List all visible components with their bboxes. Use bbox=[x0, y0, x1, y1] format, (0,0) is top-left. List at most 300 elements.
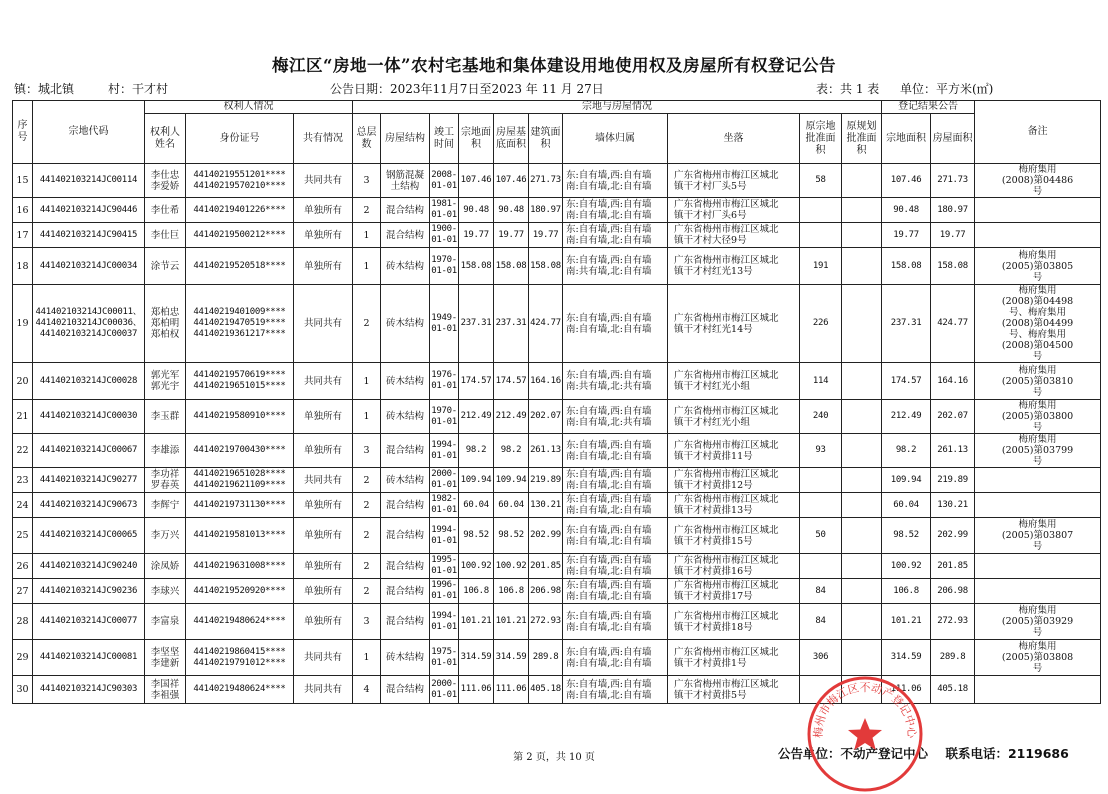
table-count: 表：共 1 表 bbox=[816, 82, 880, 96]
cell-parcel-code-line: 441402103214JC90277 bbox=[39, 474, 138, 485]
official-seal bbox=[800, 664, 930, 794]
cell-result-house: 180.97 bbox=[931, 198, 975, 223]
cell-plan-approved bbox=[842, 400, 882, 434]
cell-build-area: 202.99 bbox=[529, 518, 563, 554]
cell-id-line: 44140219651015**** bbox=[193, 381, 286, 391]
cell-completed bbox=[430, 640, 459, 676]
cell-id bbox=[186, 434, 294, 468]
cell-id-line: 44140219621109**** bbox=[193, 480, 286, 490]
cell-base-area: 106.8 bbox=[494, 579, 529, 604]
cell-completed bbox=[430, 223, 459, 248]
cell-holder-line: 李万兴 bbox=[150, 530, 180, 541]
star-icon bbox=[848, 718, 882, 750]
cell-parcel-code bbox=[33, 400, 145, 434]
cell-remark bbox=[975, 285, 1101, 363]
cell-parcel-code-line: 441402103214JC00030 bbox=[39, 411, 138, 421]
table-header bbox=[13, 101, 1101, 164]
cell-base-area: 90.48 bbox=[494, 198, 529, 223]
unit-label: 单位：平方米(㎡) bbox=[900, 82, 994, 96]
cell-holder bbox=[145, 640, 186, 676]
table-row bbox=[13, 676, 1101, 704]
cell-remark-line: 号 bbox=[1032, 186, 1043, 197]
cell-wall-line: 南:自有墙,北:自有墙 bbox=[566, 505, 652, 516]
cell-holder-line: 李富泉 bbox=[150, 616, 180, 627]
cell-remark-line: (2005)第03810 bbox=[1001, 375, 1074, 387]
cell-seq: 22 bbox=[13, 434, 33, 468]
cell-completed bbox=[430, 518, 459, 554]
cell-wall-line: 东:自有墙,西:自有墙 bbox=[566, 524, 652, 536]
cell-wall bbox=[563, 400, 668, 434]
cell-completed bbox=[430, 579, 459, 604]
cell-seq: 21 bbox=[13, 400, 33, 434]
header-land-area: 宗地面积 bbox=[459, 114, 494, 164]
cell-holder-line: 李国祥 bbox=[150, 678, 180, 690]
cell-plan-approved bbox=[842, 363, 882, 400]
cell-remark-line: (2008)第04486 bbox=[1001, 175, 1074, 186]
cell-structure: 砖木结构 bbox=[381, 468, 430, 493]
cell-parcel-code-line: 441402103214JC00067 bbox=[39, 445, 138, 455]
cell-wall-line: 东:自有墙,西:自有墙 bbox=[566, 494, 652, 505]
cell-structure: 砖木结构 bbox=[381, 400, 430, 434]
cell-result-house: 201.85 bbox=[931, 554, 975, 579]
cell-wall bbox=[563, 248, 668, 285]
header-result-group: 登记结果公告 bbox=[882, 101, 975, 114]
cell-result-land: 111.06 bbox=[882, 676, 931, 704]
cell-orig-approved bbox=[800, 223, 842, 248]
cell-parcel-code bbox=[33, 248, 145, 285]
cell-completed bbox=[430, 676, 459, 704]
cell-wall-line: 东:自有墙,西:自有墙 bbox=[566, 610, 652, 622]
cell-base-area: 107.46 bbox=[494, 164, 529, 198]
cell-wall-line: 南:自有墙,北:自有墙 bbox=[566, 689, 652, 701]
cell-id-line: 44140219551201**** bbox=[193, 169, 286, 180]
cell-location-line: 镇干才村黄排18号 bbox=[674, 621, 753, 633]
cell-id bbox=[186, 518, 294, 554]
cell-floors: 1 bbox=[353, 400, 381, 434]
cell-holder bbox=[145, 434, 186, 468]
cell-holder-line: 李仕忠 bbox=[150, 169, 180, 181]
cell-id bbox=[186, 164, 294, 198]
cell-holder bbox=[145, 285, 186, 363]
cell-remark-line: 号 bbox=[1032, 663, 1043, 674]
cell-wall-line: 南:自有墙,北:自有墙 bbox=[566, 621, 652, 633]
cell-holder-line: 涂凤娇 bbox=[150, 560, 180, 572]
cell-floors: 1 bbox=[353, 363, 381, 400]
cell-result-house: 206.98 bbox=[931, 579, 975, 604]
cell-wall bbox=[563, 223, 668, 248]
table-row bbox=[13, 493, 1101, 518]
header-rights-group: 权利人情况 bbox=[145, 101, 353, 114]
cell-result-house: 130.21 bbox=[931, 493, 975, 518]
cell-remark-line: 梅府集用 bbox=[1018, 364, 1057, 376]
cell-wall-line: 东:自有墙,西:自有墙 bbox=[566, 555, 652, 566]
cell-share: 共同共有 bbox=[294, 676, 353, 704]
cell-wall-line: 南:自有墙,北:自有墙 bbox=[566, 480, 652, 491]
table-row bbox=[13, 285, 1101, 363]
cell-result-land: 158.08 bbox=[882, 248, 931, 285]
cell-remark bbox=[975, 640, 1101, 676]
cell-base-area: 109.94 bbox=[494, 468, 529, 493]
cell-id bbox=[186, 285, 294, 363]
cell-completed-line: 1994- bbox=[431, 524, 457, 535]
cell-holder bbox=[145, 554, 186, 579]
cell-location-line: 广东省梅州市梅江区城北 bbox=[674, 405, 779, 417]
cell-id bbox=[186, 640, 294, 676]
cell-wall-line: 南:自有墙,北:共有墙 bbox=[566, 416, 652, 428]
cell-remark-line: 梅府集用 bbox=[1018, 249, 1057, 261]
cell-remark-line: 号、梅府集用 bbox=[1009, 329, 1067, 340]
cell-parcel-code bbox=[33, 198, 145, 223]
cell-completed-line: 01-01 bbox=[431, 323, 457, 334]
cell-plan-approved bbox=[842, 198, 882, 223]
cell-holder-line: 李雄添 bbox=[150, 445, 180, 456]
table-row bbox=[13, 554, 1101, 579]
cell-holder bbox=[145, 493, 186, 518]
cell-plan-approved bbox=[842, 554, 882, 579]
cell-holder bbox=[145, 248, 186, 285]
cell-completed-line: 01-01 bbox=[431, 657, 457, 668]
cell-floors: 1 bbox=[353, 640, 381, 676]
cell-floors: 2 bbox=[353, 198, 381, 223]
cell-build-area: 272.93 bbox=[529, 604, 563, 640]
cell-parcel-code bbox=[33, 468, 145, 493]
cell-wall-line: 南:自有墙,北:自有墙 bbox=[566, 323, 652, 335]
table-row bbox=[13, 400, 1101, 434]
cell-base-area: 174.57 bbox=[494, 363, 529, 400]
cell-remark bbox=[975, 248, 1101, 285]
cell-orig-approved bbox=[800, 493, 842, 518]
cell-location bbox=[668, 223, 800, 248]
cell-structure: 混合结构 bbox=[381, 676, 430, 704]
cell-completed-line: 01-01 bbox=[431, 450, 457, 461]
cell-remark bbox=[975, 468, 1101, 493]
header-plan-approved: 原规划批准面积 bbox=[842, 114, 882, 164]
cell-build-area: 206.98 bbox=[529, 579, 563, 604]
cell-location-line: 广东省梅州市梅江区城北 bbox=[674, 255, 779, 266]
cell-location bbox=[668, 518, 800, 554]
cell-parcel-code bbox=[33, 518, 145, 554]
cell-structure: 混合结构 bbox=[381, 198, 430, 223]
cell-remark-line: 梅府集用 bbox=[1018, 400, 1057, 411]
cell-id-line: 44140219480624**** bbox=[193, 684, 286, 694]
cell-result-land: 314.59 bbox=[882, 640, 931, 676]
cell-wall bbox=[563, 198, 668, 223]
cell-location-line: 镇干才村黄排16号 bbox=[674, 566, 753, 577]
cell-id-line: 44140219581013**** bbox=[193, 530, 286, 540]
table-row bbox=[13, 248, 1101, 285]
cell-remark-line: 号 bbox=[1032, 627, 1043, 638]
cell-completed bbox=[430, 434, 459, 468]
cell-holder-line: 李功祥 bbox=[150, 469, 180, 480]
cell-location-line: 镇干才村厂头5号 bbox=[674, 180, 747, 192]
cell-floors: 1 bbox=[353, 248, 381, 285]
cell-parcel-code-line: 441402103214JC00028 bbox=[39, 375, 138, 386]
cell-completed bbox=[430, 554, 459, 579]
cell-parcel-code bbox=[33, 285, 145, 363]
cell-location-line: 广东省梅州市梅江区城北 bbox=[674, 439, 779, 451]
cell-completed-line: 01-01 bbox=[431, 591, 457, 601]
cell-parcel-code bbox=[33, 363, 145, 400]
notice-date: 公告日期：2023年11月7日至2023 年 11 月 27日 bbox=[330, 82, 604, 96]
cell-id-line: 44140219480624**** bbox=[193, 616, 286, 626]
cell-remark-line: 号 bbox=[1032, 456, 1043, 467]
cell-holder-line: 涂节云 bbox=[150, 260, 180, 272]
cell-result-land: 212.49 bbox=[882, 400, 931, 434]
header-seq: 序号 bbox=[13, 101, 33, 164]
header-orig-approved: 原宗地批准面积 bbox=[800, 114, 842, 164]
cell-share: 共同共有 bbox=[294, 640, 353, 676]
cell-wall-line: 东:自有墙,西:自有墙 bbox=[566, 169, 652, 181]
cell-parcel-code-line: 441402103214JC90303 bbox=[39, 684, 138, 694]
cell-location-line: 镇干才村黄排5号 bbox=[674, 689, 747, 701]
cell-location-line: 广东省梅州市梅江区城北 bbox=[674, 524, 779, 536]
cell-structure: 混合结构 bbox=[381, 493, 430, 518]
cell-result-house: 272.93 bbox=[931, 604, 975, 640]
cell-result-house: 405.18 bbox=[931, 676, 975, 704]
cell-location bbox=[668, 676, 800, 704]
cell-id bbox=[186, 554, 294, 579]
cell-location bbox=[668, 248, 800, 285]
cell-result-land: 109.94 bbox=[882, 468, 931, 493]
cell-holder-line: 李玉群 bbox=[150, 411, 180, 422]
cell-floors: 3 bbox=[353, 604, 381, 640]
cell-land-area: 212.49 bbox=[459, 400, 494, 434]
header-holder: 权利人姓名 bbox=[145, 114, 186, 164]
cell-completed bbox=[430, 248, 459, 285]
cell-remark-line: (2005)第03800 bbox=[1001, 411, 1074, 422]
cell-id-line: 44140219520920**** bbox=[193, 585, 286, 596]
cell-result-house: 289.8 bbox=[931, 640, 975, 676]
cell-structure: 砖木结构 bbox=[381, 248, 430, 285]
cell-holder-line: 李仕巨 bbox=[150, 229, 180, 241]
cell-seq: 27 bbox=[13, 579, 33, 604]
header-structure: 房屋结构 bbox=[381, 114, 430, 164]
header-wall: 墙体归属 bbox=[563, 114, 668, 164]
cell-holder-line: 李球兴 bbox=[150, 585, 180, 597]
cell-location bbox=[668, 164, 800, 198]
cell-wall bbox=[563, 554, 668, 579]
cell-result-house: 424.77 bbox=[931, 285, 975, 363]
cell-completed-line: 2008- bbox=[431, 169, 457, 180]
cell-remark-line: (2005)第03807 bbox=[1001, 530, 1074, 541]
cell-remark bbox=[975, 363, 1101, 400]
cell-id-line: 44140219580910**** bbox=[193, 411, 286, 421]
table-row bbox=[13, 223, 1101, 248]
cell-id-line: 44140219631008**** bbox=[193, 560, 286, 571]
cell-base-area: 100.92 bbox=[494, 554, 529, 579]
cell-remark-line: 号 bbox=[1032, 541, 1043, 552]
cell-wall-line: 东:自有墙,西:自有墙 bbox=[566, 469, 652, 480]
cell-parcel-code-line: 441402103214JC00114 bbox=[39, 175, 138, 185]
cell-wall-line: 东:自有墙,西:自有墙 bbox=[566, 405, 652, 417]
table-row bbox=[13, 468, 1101, 493]
cell-wall-line: 南:自有墙,北:自有墙 bbox=[566, 535, 652, 547]
cell-floors: 2 bbox=[353, 285, 381, 363]
cell-plan-approved bbox=[842, 468, 882, 493]
cell-holder-line: 郑柏忠 bbox=[150, 307, 180, 318]
cell-holder-line: 李爱娇 bbox=[150, 180, 180, 192]
cell-build-area: 164.16 bbox=[529, 363, 563, 400]
cell-wall-line: 东:自有墙,西:自有墙 bbox=[566, 255, 652, 266]
cell-parcel-code bbox=[33, 493, 145, 518]
cell-build-area: 424.77 bbox=[529, 285, 563, 363]
cell-result-land: 19.77 bbox=[882, 223, 931, 248]
cell-parcel-code bbox=[33, 640, 145, 676]
cell-floors: 2 bbox=[353, 468, 381, 493]
cell-holder-line: 李祖强 bbox=[150, 689, 180, 701]
cell-wall-line: 南:自有墙,北:自有墙 bbox=[566, 566, 652, 577]
cell-id bbox=[186, 579, 294, 604]
cell-completed-line: 1995- bbox=[431, 555, 457, 565]
cell-wall-line: 南:自有墙,北:自有墙 bbox=[566, 180, 652, 192]
cell-holder-line: 郑柏权 bbox=[150, 329, 180, 340]
cell-location-line: 镇干才村红光小组 bbox=[674, 381, 751, 392]
cell-id bbox=[186, 493, 294, 518]
cell-id-line: 44140219361217**** bbox=[193, 329, 286, 339]
cell-completed-line: 1994- bbox=[431, 610, 457, 621]
issuer-label: 公告单位：不动产登记中心 bbox=[778, 746, 929, 761]
cell-result-land: 60.04 bbox=[882, 493, 931, 518]
cell-location-line: 广东省梅州市梅江区城北 bbox=[674, 646, 779, 658]
cell-holder-line: 罗春英 bbox=[150, 480, 180, 491]
cell-orig-approved bbox=[800, 198, 842, 223]
cell-seq: 19 bbox=[13, 285, 33, 363]
cell-location bbox=[668, 434, 800, 468]
cell-orig-approved: 226 bbox=[800, 285, 842, 363]
cell-id-line: 44140219500212**** bbox=[193, 229, 286, 240]
cell-base-area: 98.2 bbox=[494, 434, 529, 468]
cell-wall bbox=[563, 493, 668, 518]
cell-wall bbox=[563, 285, 668, 363]
cell-holder bbox=[145, 363, 186, 400]
cell-completed bbox=[430, 400, 459, 434]
cell-land-area: 106.8 bbox=[459, 579, 494, 604]
cell-holder bbox=[145, 604, 186, 640]
cell-seq: 24 bbox=[13, 493, 33, 518]
cell-land-area: 98.52 bbox=[459, 518, 494, 554]
cell-share: 共同共有 bbox=[294, 363, 353, 400]
cell-remark-line: 梅府集用 bbox=[1018, 164, 1057, 175]
cell-remark bbox=[975, 493, 1101, 518]
cell-wall-line: 南:自有墙,北:自有墙 bbox=[566, 591, 652, 602]
cell-wall-line: 南:自有墙,北:自有墙 bbox=[566, 657, 652, 669]
cell-completed-line: 01-01 bbox=[431, 235, 457, 245]
registration-table bbox=[12, 100, 1101, 704]
cell-completed-line: 2000- bbox=[431, 469, 457, 479]
cell-build-area: 19.77 bbox=[529, 223, 563, 248]
cell-land-area: 174.57 bbox=[459, 363, 494, 400]
cell-result-land: 100.92 bbox=[882, 554, 931, 579]
cell-remark bbox=[975, 518, 1101, 554]
cell-holder bbox=[145, 579, 186, 604]
cell-parcel-code-line: 441402103214JC00065 bbox=[39, 530, 138, 540]
cell-floors: 3 bbox=[353, 164, 381, 198]
cell-completed-line: 1970- bbox=[431, 255, 457, 265]
cell-wall-line: 南:自有墙,北:自有墙 bbox=[566, 210, 652, 221]
cell-remark bbox=[975, 579, 1101, 604]
cell-parcel-code-line: 441402103214JC90240 bbox=[39, 560, 138, 571]
cell-structure: 混合结构 bbox=[381, 554, 430, 579]
cell-holder bbox=[145, 518, 186, 554]
header-build-area: 建筑面积 bbox=[529, 114, 563, 164]
cell-build-area: 201.85 bbox=[529, 554, 563, 579]
cell-id bbox=[186, 198, 294, 223]
cell-completed-line: 01-01 bbox=[431, 266, 457, 276]
cell-orig-approved bbox=[800, 468, 842, 493]
cell-wall bbox=[563, 579, 668, 604]
cell-result-house: 202.07 bbox=[931, 400, 975, 434]
cell-remark bbox=[975, 164, 1101, 198]
cell-parcel-code-line: 441402103214JC00036、 bbox=[35, 318, 142, 328]
cell-share: 单独所有 bbox=[294, 248, 353, 285]
cell-completed bbox=[430, 363, 459, 400]
cell-wall bbox=[563, 434, 668, 468]
cell-completed bbox=[430, 493, 459, 518]
cell-completed bbox=[430, 468, 459, 493]
cell-seq: 29 bbox=[13, 640, 33, 676]
cell-completed bbox=[430, 604, 459, 640]
cell-plan-approved bbox=[842, 604, 882, 640]
cell-parcel-code bbox=[33, 223, 145, 248]
cell-result-house: 158.08 bbox=[931, 248, 975, 285]
cell-result-land: 174.57 bbox=[882, 363, 931, 400]
cell-parcel-code bbox=[33, 604, 145, 640]
cell-wall bbox=[563, 518, 668, 554]
cell-structure: 钢筋混凝土结构 bbox=[381, 164, 430, 198]
cell-remark-line: 梅府集用 bbox=[1018, 519, 1057, 530]
cell-completed bbox=[430, 164, 459, 198]
table-row bbox=[13, 434, 1101, 468]
cell-plan-approved bbox=[842, 248, 882, 285]
cell-remark-line: (2008)第04498 bbox=[1001, 296, 1074, 307]
cell-location-line: 广东省梅州市梅江区城北 bbox=[674, 494, 779, 505]
cell-seq: 26 bbox=[13, 554, 33, 579]
cell-remark bbox=[975, 223, 1101, 248]
cell-wall-line: 南:共有墙,北:自有墙 bbox=[566, 266, 652, 277]
cell-parcel-code-line: 441402103214JC00011、 bbox=[35, 307, 142, 317]
cell-build-area: 261.13 bbox=[529, 434, 563, 468]
cell-land-area: 100.92 bbox=[459, 554, 494, 579]
cell-structure: 混合结构 bbox=[381, 223, 430, 248]
cell-location-line: 广东省梅州市梅江区城北 bbox=[674, 370, 779, 381]
cell-location bbox=[668, 363, 800, 400]
cell-base-area: 98.52 bbox=[494, 518, 529, 554]
cell-remark-line: (2008)第04500 bbox=[1001, 340, 1074, 351]
cell-share: 单独所有 bbox=[294, 493, 353, 518]
cell-wall-line: 东:自有墙,西:自有墙 bbox=[566, 224, 652, 235]
cell-seq: 30 bbox=[13, 676, 33, 704]
cell-completed-line: 01-01 bbox=[431, 505, 457, 515]
table-body bbox=[13, 164, 1101, 704]
cell-result-land: 90.48 bbox=[882, 198, 931, 223]
cell-completed-line: 1975- bbox=[431, 646, 457, 657]
cell-holder bbox=[145, 676, 186, 704]
cell-parcel-code-line: 441402103214JC00077 bbox=[39, 616, 138, 626]
cell-remark-line: 梅府集用 bbox=[1018, 605, 1057, 616]
cell-location bbox=[668, 198, 800, 223]
cell-holder-line: 李辉宁 bbox=[150, 499, 180, 511]
cell-completed-line: 2000- bbox=[431, 678, 457, 689]
cell-result-house: 271.73 bbox=[931, 164, 975, 198]
cell-seq: 15 bbox=[13, 164, 33, 198]
cell-result-land: 98.52 bbox=[882, 518, 931, 554]
cell-wall bbox=[563, 363, 668, 400]
cell-id-line: 44140219651028**** bbox=[193, 469, 286, 479]
cell-land-area: 98.2 bbox=[459, 434, 494, 468]
cell-base-area: 212.49 bbox=[494, 400, 529, 434]
table-row bbox=[13, 164, 1101, 198]
table-row bbox=[13, 579, 1101, 604]
